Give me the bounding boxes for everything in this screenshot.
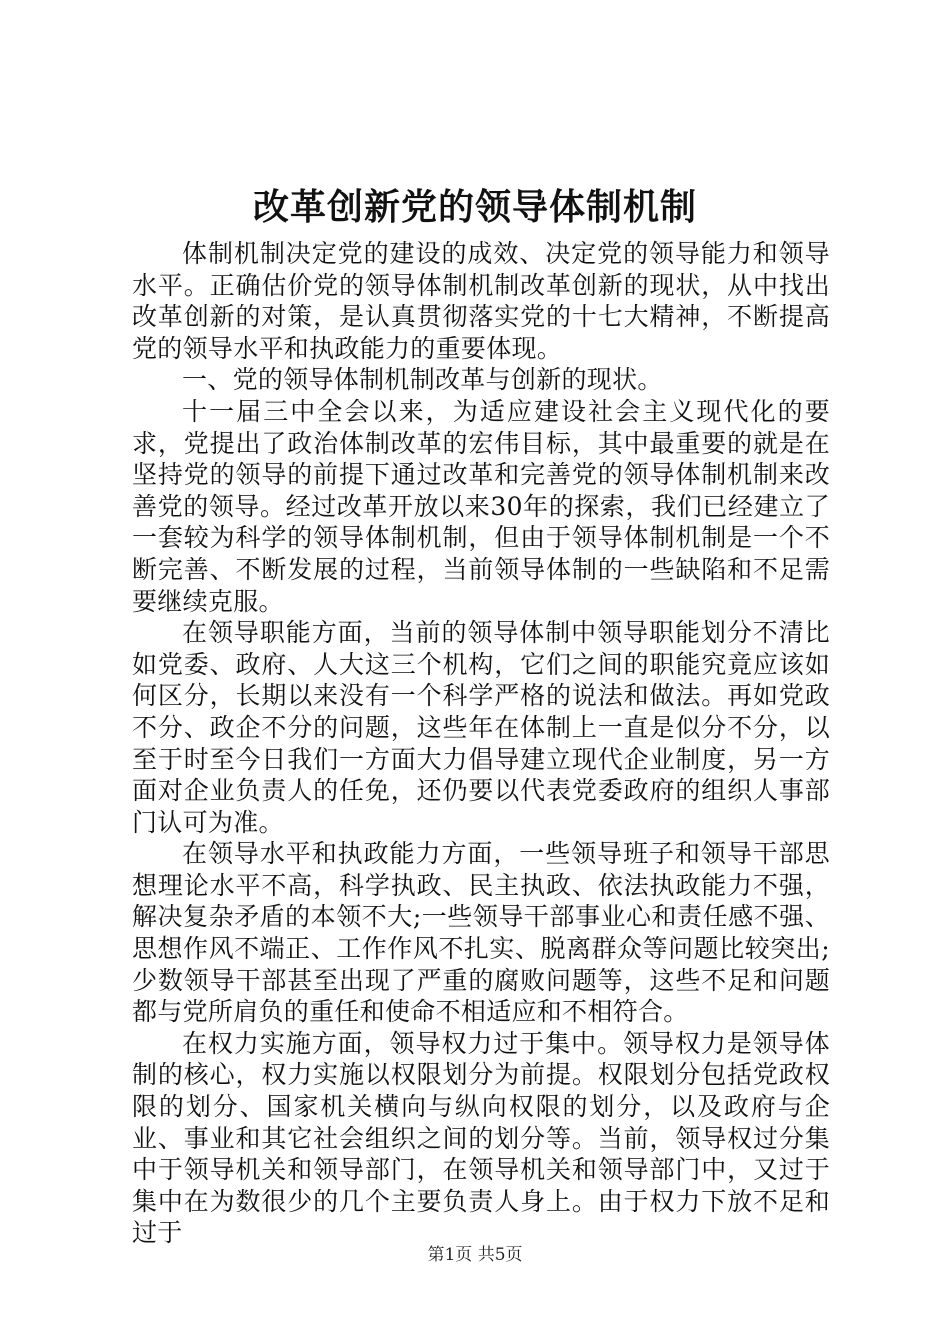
document-body <box>132 238 830 1249</box>
paragraph-power-implementation: 在权力实施方面，领导权力过于集中。领导权力是领导体制的核心，权力实施以权限划分为前提。权限划分包括党政权限的划分、国家机关横向与纵向权限的划分，以及政府与企业、事业和其它社会组织之间的划分等。当前，领导权过分集中于领导机关和领导部门，在领导机关和领导部门中，又过于集中在为数很少的几个主要负责人身上。由于权力下放不足和过于 <box>132 1028 830 1248</box>
paragraph-intro: 体制机制决定党的建设的成效、决定党的领导能力和领导水平。正确估价党的领导体制机制改革创新的现状，从中找出改革创新的对策，是认真贯彻落实党的十七大精神，不断提高党的领导水平和执政能力的重要体现。 <box>132 239 830 363</box>
document-title: 改革创新党的领导体制机制 <box>252 186 697 228</box>
page-number-footer: 第1页 共5页 <box>427 1245 523 1265</box>
paragraph-governing-ability: 在领导水平和执政能力方面，一些领导班子和领导干部思想理论水平不高，科学执政、民主执政、依法执政能力不强，解决复杂矛盾的本领不大;一些领导干部事业心和责任感不强、思想作风不端正、工作作风不扎实、脱离群众等问题比较突出;少数领导干部甚至出现了严重的腐败问题等，这些不足和问题都与党所肩负的重任和使命不相适应和不相符合。 <box>132 839 830 1027</box>
paragraph-history: 十一届三中全会以来，为适应建设社会主义现代化的要求，党提出了政治体制改革的宏伟目标，其中最重要的就是在坚持党的领导的前提下通过改革和完善党的领导体制机制来改善党的领导。经过改革开放以来30年的探索，我们已经建立了一套较为科学的领导体制机制，但由于领导体制机制是一个不断完善、不断发展的过程，当前领导体制的一些缺陷和不足需要继续克服。 <box>132 396 830 616</box>
paragraph-leadership-functions: 在领导职能方面，当前的领导体制中领导职能划分不清比如党委、政府、人大这三个机构，它们之间的职能究竟应该如何区分，长期以来没有一个科学严格的说法和做法。再如党政不分、政企不分的问题，这些年在体制上一直是似分不分，以至于时至今日我们一方面大力倡导建立现代企业制度，另一方面对企业负责人的任免，还仍要以代表党委政府的组织人事部门认可为准。 <box>132 618 830 837</box>
section-heading-1: 一、党的领导体制机制改革与创新的现状。 <box>182 365 663 395</box>
